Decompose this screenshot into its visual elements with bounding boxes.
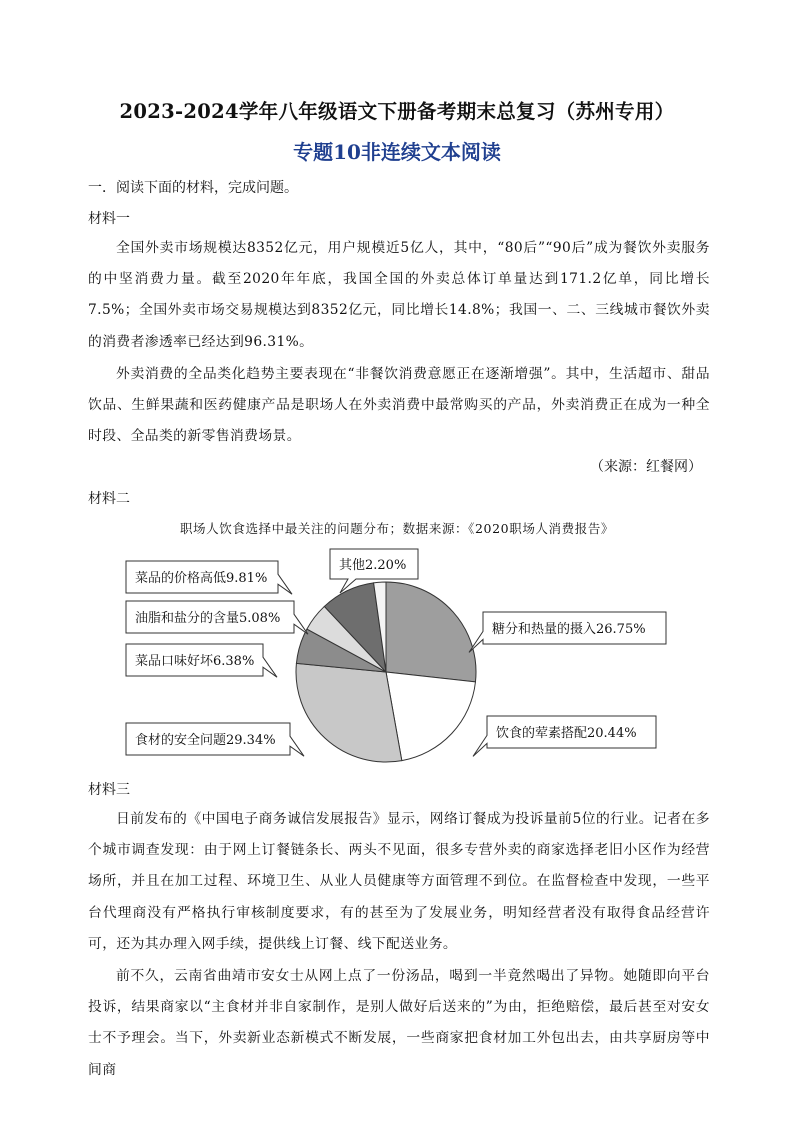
pie-callout bbox=[126, 561, 292, 594]
material1-source: （来源：红餐网） bbox=[590, 459, 702, 475]
callout-label: 菜品的价格高低9.81% bbox=[135, 571, 268, 586]
document-title: 2023-2024学年八年级语文下册备考期末总复习（苏州专用） bbox=[119, 100, 675, 123]
pie-slices bbox=[296, 582, 476, 762]
pie-slice bbox=[386, 582, 476, 682]
material1-paragraph-2: 外卖消费的全品类化趋势主要表现在“非餐饮消费意愿正在逐渐增强”。其中，生活超市、甜品饮品、生鲜果蔬和医药健康产品是职场人在外卖消费中最常购买的产品，外卖消费正在成为一种全时段、全品类的新零售消费场景。 bbox=[88, 366, 710, 445]
pie-slice bbox=[296, 663, 402, 762]
callout-label: 油脂和盐分的含量5.08% bbox=[135, 611, 281, 626]
document-subtitle: 专题10非连续文本阅读 bbox=[293, 140, 501, 164]
pie-callout bbox=[126, 601, 308, 634]
material3-label: 材料三 bbox=[88, 782, 130, 798]
material3-paragraph-1: 日前发布的《中国电子商务诚信发展报告》显示，网络订餐成为投诉量前5位的行业。记者在多个城市调查发现：由于网上订餐链条长、两头不见面，很多专营外卖的商家选择老旧小区作为经营场所，并且在加工过程、环境卫生、从业人员健康等方面管理不到位。在监督检查中发现，一些平台代理商没有严格执行审核制度要求，有的甚至为了发展业务，明知经营者没有取得食品经营许可，还为其办理入网手续，提供线上订餐、线下配送业务。 bbox=[88, 811, 710, 952]
material2-label: 材料二 bbox=[88, 491, 130, 507]
callout-label: 食材的安全问题29.34% bbox=[135, 733, 276, 748]
callout-label: 其他2.20% bbox=[339, 558, 407, 573]
pie-callout bbox=[126, 723, 304, 756]
callout-label: 饮食的荤素搭配20.44% bbox=[496, 726, 637, 741]
material1-paragraph-1: 全国外卖市场规模达8352亿元，用户规模近5亿人，其中，“80后”“90后”成为餐饮外卖服务的中坚消费力量。截至2020年年底，我国全国的外卖总体订单量达到171.2亿单，同比增长7.5%；全国外卖市场交易规模达到8352亿元，同比增长14.8%；我国一、二、三线城市餐饮外卖的消费者渗透率已经达到96.31%。 bbox=[88, 240, 710, 350]
question-intro: 一．阅读下面的材料，完成问题。 bbox=[88, 180, 298, 196]
pie-callout bbox=[469, 612, 666, 652]
chart-title: 职场人饮食选择中最关注的问题分布；数据来源：《2020职场人消费报告》 bbox=[179, 521, 615, 536]
material1-label: 材料一 bbox=[88, 211, 130, 227]
material3-paragraph-2: 前不久，云南省曲靖市安女士从网上点了一份汤品，喝到一半竟然喝出了异物。她随即向平台投诉，结果商家以“主食材并非自家制作，是别人做好后送来的”为由，拒绝赔偿，最后甚至对安女士不予理会。当下，外卖新业态新模式不断发展，一些商家把食材加工外包出去，由共享厨房等中间商 bbox=[88, 968, 710, 1078]
pie-callout bbox=[473, 716, 656, 756]
pie-callout bbox=[126, 644, 277, 677]
callout-label: 糖分和热量的摄入26.75% bbox=[492, 622, 646, 637]
callout-label: 菜品口味好坏6.38% bbox=[135, 654, 255, 669]
pie-chart bbox=[0, 540, 794, 780]
